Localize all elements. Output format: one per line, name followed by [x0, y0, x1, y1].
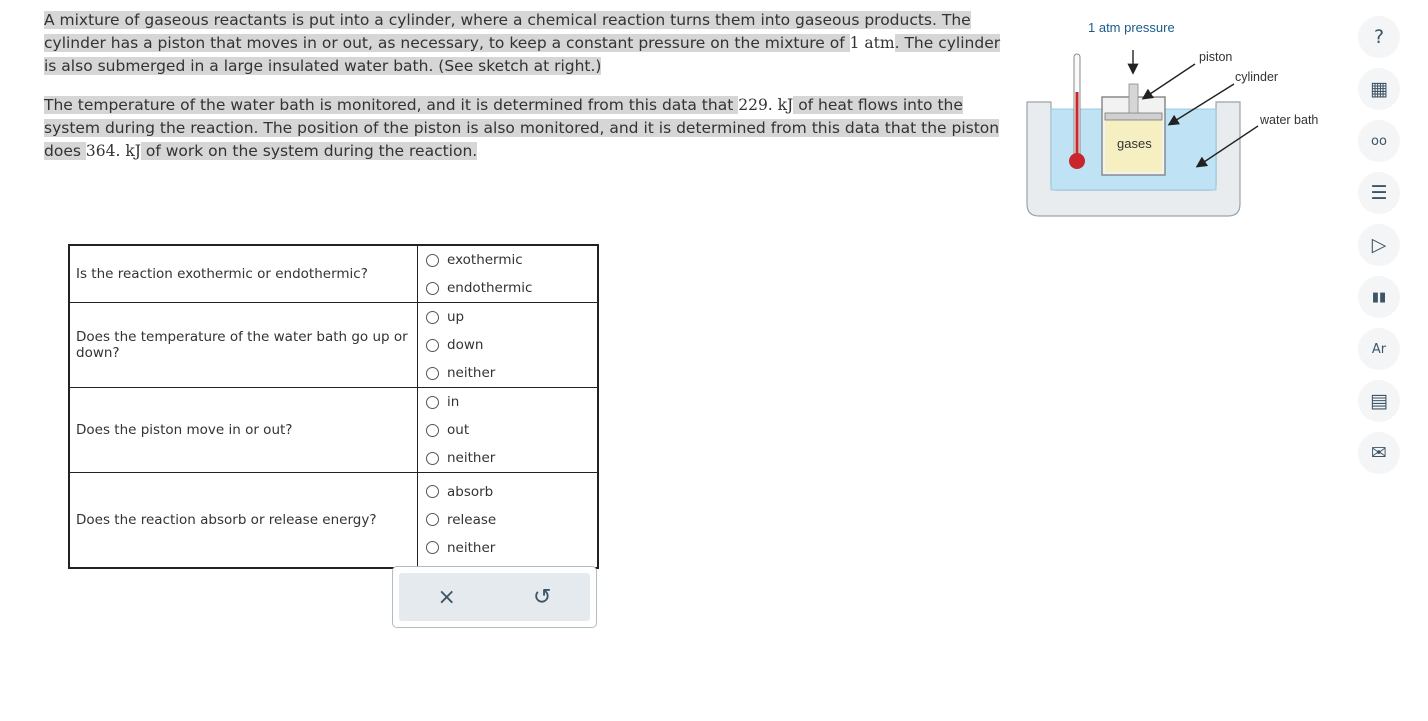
radio-label: down: [447, 337, 484, 353]
radio-button[interactable]: [426, 541, 439, 554]
notes-button[interactable]: [1358, 172, 1400, 214]
glasses-button[interactable]: [1358, 120, 1400, 162]
cylinder-sketch: [1020, 14, 1350, 224]
radio-option-neither[interactable]: [426, 534, 597, 562]
pressure-value: 1 atm: [849, 34, 895, 53]
problem-paragraph-1: [44, 9, 1004, 79]
radio-option-neither[interactable]: [426, 359, 597, 387]
radio-label: absorb: [447, 483, 494, 500]
answer-options: [418, 245, 599, 303]
help-button[interactable]: [1358, 16, 1400, 58]
pressure-label: 1 atm pressure: [1088, 20, 1175, 35]
problem-statement: [44, 9, 1004, 178]
gases-label: gases: [1117, 136, 1152, 151]
radio-option-out[interactable]: [426, 416, 597, 444]
question-row: [69, 245, 598, 303]
notes-icon: ☰: [1370, 182, 1388, 204]
clear-button[interactable]: [399, 573, 495, 621]
radio-option-in[interactable]: [426, 388, 597, 416]
help-icon: ?: [1373, 26, 1385, 48]
problem-text: of heat flows into the system during the reaction. The position of the piston is also monitored, and it is determined from this data that the piston does: [44, 95, 1000, 161]
radio-button[interactable]: [426, 396, 439, 409]
book-icon: ▤: [1370, 390, 1388, 412]
piston-arrow: [1144, 64, 1195, 98]
radio-option-release[interactable]: [426, 506, 597, 534]
radio-label: neither: [447, 450, 496, 466]
radio-option-endothermic[interactable]: [426, 274, 597, 302]
radio-option-exothermic[interactable]: [426, 246, 597, 274]
tool-rail: [1358, 16, 1402, 484]
radio-label: neither: [447, 539, 496, 556]
piston: [1105, 113, 1162, 120]
problem-paragraph-2: [44, 94, 1004, 164]
answer-options: [418, 388, 599, 473]
problem-text: The temperature of the water bath is monitored, and it is determined from this data that: [44, 95, 739, 114]
data-chart-icon: ▮▮: [1371, 289, 1387, 305]
piston-label: piston: [1199, 50, 1233, 64]
question-table: [68, 244, 599, 569]
problem-text: of work on the system during the reaction.: [140, 142, 478, 161]
question-row: [69, 388, 598, 473]
radio-label: in: [447, 394, 460, 410]
question-row: [69, 303, 598, 388]
question-text: Is the reaction exothermic or endothermic?: [69, 245, 418, 303]
problem-text: A mixture of gaseous reactants is put into a cylinder, where a chemical reaction turns them into gaseous products. The cylinder has a piston that moves in or out, as necessary, to keep a constant pressure on the mixture of: [44, 11, 971, 53]
radio-label: out: [447, 422, 470, 438]
question-row: [69, 473, 598, 568]
radio-button[interactable]: [426, 424, 439, 437]
cylinder-label: cylinder: [1235, 70, 1279, 84]
radio-button[interactable]: [426, 339, 439, 352]
work-value: 364. kJ: [85, 142, 141, 161]
action-bar-inner: [399, 573, 590, 621]
video-button[interactable]: [1358, 224, 1400, 266]
radio-button[interactable]: [426, 367, 439, 380]
radio-button[interactable]: [426, 452, 439, 465]
mail-icon: ✉: [1371, 442, 1387, 464]
thermometer-bulb: [1069, 153, 1085, 169]
radio-label: up: [447, 309, 465, 325]
question-text: Does the temperature of the water bath go up or down?: [69, 303, 418, 388]
radio-button[interactable]: [426, 254, 439, 267]
calculator-icon: ▦: [1370, 78, 1388, 100]
thermometer-mercury: [1076, 92, 1079, 160]
glasses-icon: oo: [1371, 133, 1387, 149]
radio-button[interactable]: [426, 311, 439, 324]
radio-option-absorb[interactable]: [426, 478, 597, 506]
periodic-table-button[interactable]: [1358, 328, 1400, 370]
periodic-table-icon: Ar: [1371, 341, 1387, 357]
radio-label: exothermic: [447, 252, 523, 268]
undo-button[interactable]: [495, 573, 591, 621]
action-bar: [392, 566, 597, 628]
calculator-button[interactable]: [1358, 68, 1400, 110]
radio-button[interactable]: [426, 282, 439, 295]
book-button[interactable]: [1358, 380, 1400, 422]
close-icon: ×: [437, 584, 456, 610]
question-text: Does the reaction absorb or release energy?: [69, 473, 418, 568]
undo-icon: ↺: [533, 584, 552, 610]
data-chart-button[interactable]: [1358, 276, 1400, 318]
answer-options: [418, 303, 599, 388]
heat-value: 229. kJ: [738, 95, 794, 114]
radio-button[interactable]: [426, 513, 439, 526]
question-text: Does the piston move in or out?: [69, 388, 418, 473]
radio-label: endothermic: [447, 280, 533, 296]
radio-option-up[interactable]: [426, 303, 597, 331]
radio-label: neither: [447, 365, 496, 381]
radio-button[interactable]: [426, 485, 439, 498]
mail-button[interactable]: [1358, 432, 1400, 474]
radio-option-neither[interactable]: [426, 444, 597, 472]
water-bath-label: water bath: [1260, 113, 1319, 127]
radio-option-down[interactable]: [426, 331, 597, 359]
piston-rod: [1129, 84, 1138, 113]
problem-text: . The cylinder is also submerged in a large insulated water bath. (See sketch at right.): [44, 34, 1001, 76]
radio-label: release: [447, 511, 497, 528]
video-icon: ▷: [1371, 234, 1387, 256]
answer-options: [418, 473, 599, 568]
